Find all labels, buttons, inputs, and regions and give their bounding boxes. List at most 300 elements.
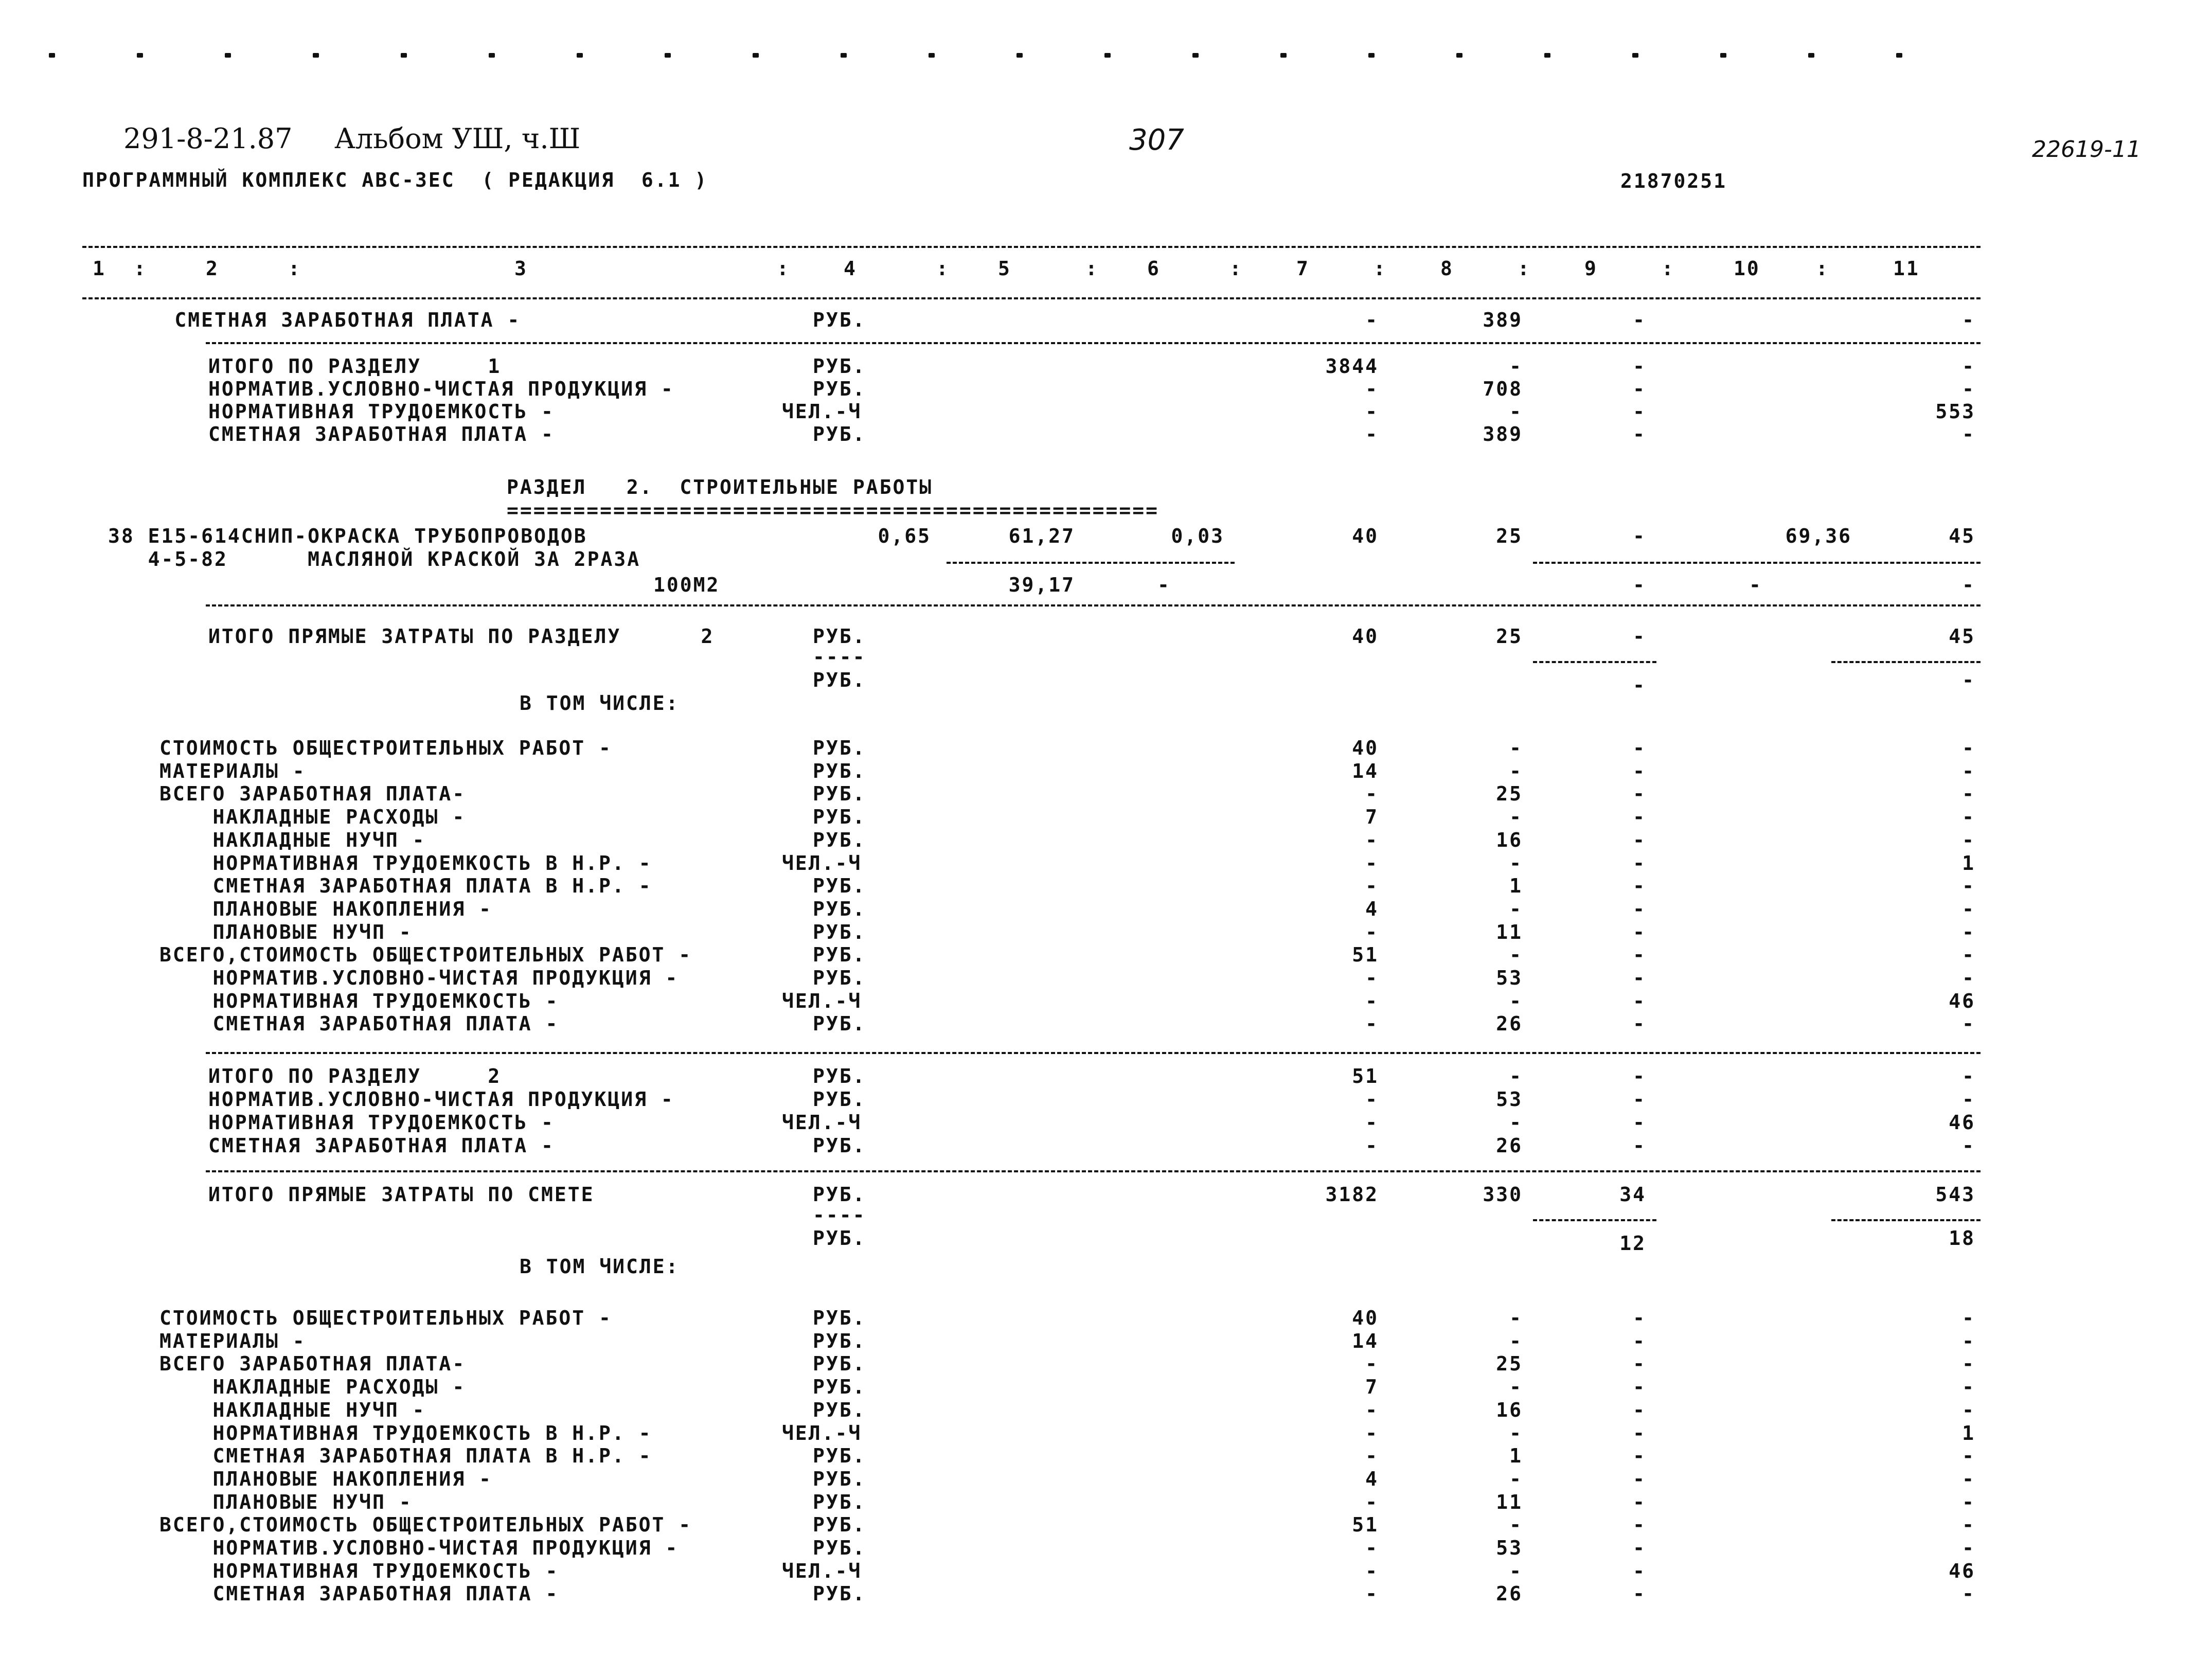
doc-code: 291-8-21.87 <box>123 122 293 155</box>
section2-total-c7: - <box>1365 1088 1379 1111</box>
section2-breakdown-label: НОРМАТИВ.УСЛОВНО-ЧИСТАЯ ПРОДУКЦИЯ - <box>159 967 679 989</box>
perforation-dot <box>929 53 935 58</box>
column-header-10: 10 <box>1734 257 1760 280</box>
item-c5b: 39,17 <box>1008 574 1075 596</box>
section2-breakdown-label: СТОИМОСТЬ ОБЩЕСТРОИТЕЛЬНЫХ РАБОТ - <box>159 737 612 759</box>
perforation-dot <box>1280 53 1287 58</box>
row-label: СМЕТНАЯ ЗАРАБОТНАЯ ПЛАТА - <box>208 423 555 445</box>
header-bottom-rule <box>82 297 1981 299</box>
item-c11b: - <box>1962 574 1975 596</box>
estimate-breakdown-c9: - <box>1633 1582 1646 1605</box>
column-separator: : <box>288 257 301 280</box>
row-c9: - <box>1633 400 1646 423</box>
column-header-4: 4 <box>844 257 857 280</box>
section2-total-label: ИТОГО ПО РАЗДЕЛУ 2 <box>208 1065 502 1087</box>
estimate-breakdown-unit: ЧЕЛ.-Ч <box>782 1559 862 1582</box>
section2-total-unit: РУБ. <box>813 1134 866 1157</box>
section2-total-unit: ЧЕЛ.-Ч <box>782 1111 862 1134</box>
perforation-dot <box>577 53 583 58</box>
estimate-breakdown-c11: - <box>1962 1307 1975 1329</box>
section2-breakdown-label: СМЕТНАЯ ЗАРАБОТНАЯ ПЛАТА - <box>159 1012 559 1036</box>
dashed-rule <box>206 1052 1981 1054</box>
column-header-7: 7 <box>1296 257 1310 280</box>
section2-breakdown-c11: - <box>1962 782 1975 806</box>
section2-total-label: СМЕТНАЯ ЗАРАБОТНАЯ ПЛАТА - <box>208 1134 555 1157</box>
estimate-direct-label: ИТОГО ПРЯМЫЕ ЗАТРАТЫ ПО СМЕТЕ <box>208 1183 595 1206</box>
perforation-dot <box>1808 53 1814 58</box>
section2-total-c7: 51 <box>1352 1065 1379 1087</box>
item-c9: - <box>1633 525 1646 547</box>
section2-total-c9: - <box>1633 1088 1646 1111</box>
estimate-breakdown-label: МАТЕРИАЛЫ - <box>159 1329 306 1352</box>
estimate-breakdown-label: НОРМАТИВНАЯ ТРУДОЕМКОСТЬ В Н.Р. - <box>159 1421 652 1444</box>
perforation-dot <box>49 53 55 58</box>
section2-breakdown-c11: - <box>1962 828 1975 851</box>
section2-breakdown-c11: 46 <box>1949 989 1975 1012</box>
row-c8: - <box>1509 355 1523 378</box>
perforation-dot <box>401 53 407 58</box>
estimate-breakdown-c7: - <box>1365 1559 1379 1582</box>
section2-total-unit: РУБ. <box>813 1065 866 1087</box>
item-c5: 61,27 <box>1008 525 1075 547</box>
section2-breakdown-c7: 4 <box>1365 897 1379 920</box>
estimate-breakdown-c11: - <box>1962 1352 1975 1376</box>
column-separator: : <box>1518 257 1531 280</box>
estimate-breakdown-c8: - <box>1509 1376 1523 1399</box>
section2-breakdown-unit: РУБ. <box>813 806 866 829</box>
section2-breakdown-c11: - <box>1962 737 1975 759</box>
section2-breakdown-label: НАКЛАДНЫЕ НУЧП - <box>159 828 426 851</box>
section2-direct-unit-sep: ---- <box>813 646 866 668</box>
perforation-dot <box>1632 53 1638 58</box>
column-separator: : <box>1085 257 1099 280</box>
item-unit: 100М2 <box>653 574 720 596</box>
column-separator: : <box>1229 257 1243 280</box>
dashed-rule <box>1533 562 1981 564</box>
estimate-breakdown-label: СТОИМОСТЬ ОБЩЕСТРОИТЕЛЬНЫХ РАБОТ - <box>159 1307 612 1329</box>
section2-breakdown-c8: 53 <box>1496 967 1523 989</box>
estimate-breakdown-unit: РУБ. <box>813 1582 866 1605</box>
item-c9b: - <box>1633 574 1646 596</box>
column-separator: : <box>1373 257 1387 280</box>
section2-total-c9: - <box>1633 1134 1646 1157</box>
section2-breakdown-unit: РУБ. <box>813 943 866 967</box>
perforation-dot <box>841 53 847 58</box>
perforation-dot <box>489 53 495 58</box>
column-separator: : <box>134 257 147 280</box>
section-title: РАЗДЕЛ 2. СТРОИТЕЛЬНЫЕ РАБОТЫ <box>507 476 933 498</box>
column-header-8: 8 <box>1440 257 1454 280</box>
dashed-rule <box>206 604 1981 606</box>
estimate-breakdown-label: ВСЕГО,СТОИМОСТЬ ОБЩЕСТРОИТЕЛЬНЫХ РАБОТ - <box>159 1513 692 1537</box>
perforation-dot <box>1104 53 1111 58</box>
row-c9: - <box>1633 309 1646 331</box>
estimate-breakdown-unit: ЧЕЛ.-Ч <box>782 1421 862 1444</box>
section2-breakdown-c7: - <box>1365 828 1379 851</box>
estimate-direct-c11b: 18 <box>1949 1227 1975 1250</box>
row-c9: - <box>1633 423 1646 445</box>
section2-breakdown-c7: 14 <box>1352 759 1379 782</box>
estimate-direct-c9: 34 <box>1619 1183 1646 1206</box>
column-separator: : <box>936 257 950 280</box>
estimate-breakdown-c11: - <box>1962 1537 1975 1559</box>
section2-breakdown-c7: 40 <box>1352 737 1379 759</box>
section2-breakdown-c8: - <box>1509 806 1523 829</box>
section2-direct-label: ИТОГО ПРЯМЫЕ ЗАТРАТЫ ПО РАЗДЕЛУ 2 <box>208 625 715 648</box>
section2-total-c8: 26 <box>1496 1134 1523 1157</box>
section2-breakdown-c7: 51 <box>1352 943 1379 967</box>
section2-total-label: НОРМАТИВ.УСЛОВНО-ЧИСТАЯ ПРОДУКЦИЯ - <box>208 1088 674 1111</box>
section2-total-c7: - <box>1365 1134 1379 1157</box>
section2-breakdown-label: НОРМАТИВНАЯ ТРУДОЕМКОСТЬ В Н.Р. - <box>159 851 652 875</box>
section2-breakdown-unit: РУБ. <box>813 1012 866 1036</box>
estimate-direct-unit-2: РУБ. <box>813 1227 866 1250</box>
estimate-breakdown-label: ВСЕГО ЗАРАБОТНАЯ ПЛАТА- <box>159 1352 466 1376</box>
document-id: 21870251 <box>1620 170 1727 192</box>
section2-breakdown-c11: - <box>1962 806 1975 829</box>
estimate-breakdown-c11: - <box>1962 1398 1975 1421</box>
section2-breakdown-unit: ЧЕЛ.-Ч <box>782 851 862 875</box>
estimate-breakdown-unit: РУБ. <box>813 1537 866 1559</box>
estimate-breakdown-c7: 4 <box>1365 1467 1379 1490</box>
row-c7: - <box>1365 309 1379 331</box>
section2-breakdown-c11: - <box>1962 759 1975 782</box>
section2-breakdown-label: МАТЕРИАЛЫ - <box>159 759 306 782</box>
estimate-breakdown-c11: - <box>1962 1444 1975 1468</box>
section2-direct-c7: 40 <box>1352 625 1379 648</box>
section2-breakdown-c11: - <box>1962 875 1975 898</box>
section2-breakdown-c8: - <box>1509 943 1523 967</box>
estimate-direct-c9b: 12 <box>1619 1232 1646 1255</box>
estimate-breakdown-c11: - <box>1962 1582 1975 1605</box>
section2-total-c11: 46 <box>1949 1111 1975 1134</box>
section2-breakdown-c7: - <box>1365 989 1379 1012</box>
column-header-1: 1 <box>93 257 106 280</box>
section2-breakdown-c11: - <box>1962 897 1975 920</box>
item-c6: 0,03 <box>1171 525 1224 547</box>
estimate-breakdown-c9: - <box>1633 1307 1646 1329</box>
estimate-breakdown-c7: - <box>1365 1352 1379 1376</box>
perforation-dot <box>225 53 231 58</box>
row-unit: ЧЕЛ.-Ч <box>782 400 862 423</box>
section2-breakdown-c11: - <box>1962 943 1975 967</box>
dashed-rule <box>947 562 1235 564</box>
estimate-direct-unit: РУБ. <box>813 1183 866 1206</box>
row-c7: - <box>1365 423 1379 445</box>
estimate-in-that-number: В ТОМ ЧИСЛЕ: <box>520 1255 680 1278</box>
estimate-breakdown-c8: - <box>1509 1421 1523 1444</box>
section2-breakdown-c9: - <box>1633 851 1646 875</box>
estimate-breakdown-c8: 1 <box>1509 1444 1523 1468</box>
section2-breakdown-c7: - <box>1365 851 1379 875</box>
section2-total-c9: - <box>1633 1111 1646 1134</box>
estimate-breakdown-c8: - <box>1509 1329 1523 1352</box>
section2-breakdown-unit: РУБ. <box>813 897 866 920</box>
estimate-breakdown-c9: - <box>1633 1444 1646 1468</box>
section2-breakdown-c11: - <box>1962 920 1975 943</box>
section2-breakdown-c11: - <box>1962 1012 1975 1036</box>
row-c8: - <box>1509 400 1523 423</box>
section2-breakdown-c8: 16 <box>1496 828 1523 851</box>
estimate-breakdown-label: СМЕТНАЯ ЗАРАБОТНАЯ ПЛАТА В Н.Р. - <box>159 1444 652 1468</box>
perforation-dot <box>665 53 671 58</box>
section2-breakdown-c9: - <box>1633 897 1646 920</box>
estimate-breakdown-unit: РУБ. <box>813 1444 866 1468</box>
section2-breakdown-c9: - <box>1633 967 1646 989</box>
section2-breakdown-c7: - <box>1365 782 1379 806</box>
section2-total-label: НОРМАТИВНАЯ ТРУДОЕМКОСТЬ - <box>208 1111 555 1134</box>
estimate-direct-unit-sep: ---- <box>813 1204 866 1226</box>
dashed-rule <box>1831 661 1981 663</box>
section2-breakdown-c11: - <box>1962 967 1975 989</box>
section2-total-c7: - <box>1365 1111 1379 1134</box>
section2-direct-unit: РУБ. <box>813 625 866 648</box>
section2-breakdown-c9: - <box>1633 782 1646 806</box>
estimate-breakdown-c7: - <box>1365 1490 1379 1513</box>
section2-total-c11: - <box>1962 1088 1975 1111</box>
row-label: ИТОГО ПО РАЗДЕЛУ 1 <box>208 355 502 378</box>
column-header-6: 6 <box>1147 257 1161 280</box>
column-separator: : <box>1662 257 1675 280</box>
row-c9: - <box>1633 378 1646 400</box>
item-c6b: - <box>1157 574 1171 596</box>
section2-total-c8: 53 <box>1496 1088 1523 1111</box>
estimate-breakdown-c7: 14 <box>1352 1329 1379 1352</box>
estimate-breakdown-c7: - <box>1365 1444 1379 1468</box>
estimate-breakdown-c7: 51 <box>1352 1513 1379 1537</box>
perforation-dot <box>1720 53 1726 58</box>
section2-breakdown-c8: - <box>1509 737 1523 759</box>
section2-breakdown-c9: - <box>1633 737 1646 759</box>
program-line: ПРОГРАММНЫЙ КОМПЛЕКС АВС-3ЕС ( РЕДАКЦИЯ 6.1 ) <box>82 169 708 191</box>
estimate-breakdown-unit: РУБ. <box>813 1329 866 1352</box>
estimate-breakdown-label: НАКЛАДНЫЕ РАСХОДЫ - <box>159 1376 466 1399</box>
estimate-breakdown-c8: 26 <box>1496 1582 1523 1605</box>
item-c8: 25 <box>1496 525 1523 547</box>
dashed-rule <box>1533 661 1656 663</box>
row-c9: - <box>1633 355 1646 378</box>
row-unit: РУБ. <box>813 378 866 400</box>
estimate-breakdown-c7: 40 <box>1352 1307 1379 1329</box>
dashed-rule <box>1533 1219 1656 1221</box>
column-separator: : <box>777 257 790 280</box>
perforation-dot <box>1016 53 1023 58</box>
column-header-9: 9 <box>1584 257 1598 280</box>
section2-breakdown-unit: РУБ. <box>813 782 866 806</box>
estimate-breakdown-c11: - <box>1962 1467 1975 1490</box>
row-unit: РУБ. <box>813 355 866 378</box>
row-c11: 553 <box>1935 400 1975 423</box>
estimate-breakdown-c7: - <box>1365 1582 1379 1605</box>
section2-total-c9: - <box>1633 1065 1646 1087</box>
section2-breakdown-label: СМЕТНАЯ ЗАРАБОТНАЯ ПЛАТА В Н.Р. - <box>159 875 652 898</box>
estimate-breakdown-label: ПЛАНОВЫЕ НАКОПЛЕНИЯ - <box>159 1467 492 1490</box>
row-unit: РУБ. <box>813 423 866 445</box>
section2-total-c11: - <box>1962 1065 1975 1087</box>
section2-breakdown-unit: РУБ. <box>813 967 866 989</box>
section2-breakdown-c11: 1 <box>1962 851 1975 875</box>
section2-breakdown-c9: - <box>1633 989 1646 1012</box>
section2-breakdown-c9: - <box>1633 875 1646 898</box>
table-top-rule <box>82 246 1981 248</box>
section2-breakdown-c9: - <box>1633 943 1646 967</box>
estimate-breakdown-c8: 11 <box>1496 1490 1523 1513</box>
section2-breakdown-label: ПЛАНОВЫЕ НУЧП - <box>159 920 413 943</box>
estimate-breakdown-unit: РУБ. <box>813 1490 866 1513</box>
section2-breakdown-c8: 11 <box>1496 920 1523 943</box>
estimate-breakdown-c7: - <box>1365 1537 1379 1559</box>
section2-breakdown-c8: 1 <box>1509 875 1523 898</box>
perforation-dot <box>1544 53 1550 58</box>
estimate-breakdown-c11: - <box>1962 1376 1975 1399</box>
estimate-breakdown-c7: 7 <box>1365 1376 1379 1399</box>
row-c11: - <box>1962 355 1975 378</box>
section2-breakdown-label: ПЛАНОВЫЕ НАКОПЛЕНИЯ - <box>159 897 492 920</box>
item-line-1: 38 Е15-614СНИП-ОКРАСКА ТРУБОПРОВОДОВ <box>108 525 587 547</box>
perforation-dot <box>313 53 319 58</box>
estimate-breakdown-c8: - <box>1509 1307 1523 1329</box>
section2-total-unit: РУБ. <box>813 1088 866 1111</box>
section2-breakdown-label: НОРМАТИВНАЯ ТРУДОЕМКОСТЬ - <box>159 989 559 1012</box>
item-c11: 45 <box>1949 525 1975 547</box>
section2-direct-c11: 45 <box>1949 625 1975 648</box>
section2-breakdown-c8: - <box>1509 851 1523 875</box>
estimate-breakdown-c8: 53 <box>1496 1537 1523 1559</box>
in-that-number-label: В ТОМ ЧИСЛЕ: <box>520 692 680 715</box>
estimate-breakdown-label: СМЕТНАЯ ЗАРАБОТНАЯ ПЛАТА - <box>159 1582 559 1605</box>
section2-breakdown-c9: - <box>1633 920 1646 943</box>
column-header-3: 3 <box>514 257 528 280</box>
estimate-breakdown-c8: - <box>1509 1513 1523 1537</box>
row-label: СМЕТНАЯ ЗАРАБОТНАЯ ПЛАТА - <box>108 309 521 331</box>
row-c8: 708 <box>1483 378 1523 400</box>
section2-breakdown-c7: 7 <box>1365 806 1379 829</box>
estimate-breakdown-c9: - <box>1633 1513 1646 1537</box>
section2-total-c11: - <box>1962 1134 1975 1157</box>
perforation-dot <box>1456 53 1462 58</box>
row-label: НОРМАТИВ.УСЛОВНО-ЧИСТАЯ ПРОДУКЦИЯ - <box>208 378 674 400</box>
estimate-breakdown-c8: - <box>1509 1559 1523 1582</box>
row-c11: - <box>1962 378 1975 400</box>
row-c7: - <box>1365 378 1379 400</box>
item-c4: 0,65 <box>878 525 931 547</box>
perforation-dot <box>137 53 143 58</box>
section2-breakdown-unit: РУБ. <box>813 759 866 782</box>
estimate-breakdown-c8: 16 <box>1496 1398 1523 1421</box>
estimate-breakdown-unit: РУБ. <box>813 1307 866 1329</box>
section2-direct-c9b: - <box>1633 674 1646 697</box>
estimate-breakdown-c11: - <box>1962 1490 1975 1513</box>
item-c7: 40 <box>1352 525 1379 547</box>
estimate-breakdown-c9: - <box>1633 1421 1646 1444</box>
estimate-breakdown-label: ПЛАНОВЫЕ НУЧП - <box>159 1490 413 1513</box>
section2-breakdown-label: ВСЕГО,СТОИМОСТЬ ОБЩЕСТРОИТЕЛЬНЫХ РАБОТ - <box>159 943 692 967</box>
row-label: НОРМАТИВНАЯ ТРУДОЕМКОСТЬ - <box>208 400 555 423</box>
section2-breakdown-c8: 26 <box>1496 1012 1523 1036</box>
section2-breakdown-c8: - <box>1509 759 1523 782</box>
section2-breakdown-c7: - <box>1365 920 1379 943</box>
section-underline: ================================================= <box>507 499 1159 522</box>
estimate-breakdown-unit: РУБ. <box>813 1398 866 1421</box>
row-unit: РУБ. <box>813 309 866 331</box>
estimate-breakdown-unit: РУБ. <box>813 1513 866 1537</box>
estimate-breakdown-c11: 46 <box>1949 1559 1975 1582</box>
section2-breakdown-c9: - <box>1633 806 1646 829</box>
estimate-breakdown-c7: - <box>1365 1421 1379 1444</box>
estimate-breakdown-c9: - <box>1633 1352 1646 1376</box>
dashed-rule <box>206 1170 1981 1172</box>
column-header-5: 5 <box>998 257 1011 280</box>
estimate-breakdown-c9: - <box>1633 1559 1646 1582</box>
estimate-breakdown-c9: - <box>1633 1398 1646 1421</box>
estimate-breakdown-c7: - <box>1365 1398 1379 1421</box>
estimate-breakdown-c9: - <box>1633 1467 1646 1490</box>
estimate-breakdown-c9: - <box>1633 1376 1646 1399</box>
section2-breakdown-c8: 25 <box>1496 782 1523 806</box>
section2-breakdown-c7: - <box>1365 875 1379 898</box>
item-line-2: 4-5-82 МАСЛЯНОЙ КРАСКОЙ ЗА 2РАЗА <box>108 548 641 570</box>
estimate-breakdown-c11: 1 <box>1962 1421 1975 1444</box>
estimate-breakdown-c8: - <box>1509 1467 1523 1490</box>
section2-breakdown-unit: РУБ. <box>813 828 866 851</box>
estimate-breakdown-label: НОРМАТИВНАЯ ТРУДОЕМКОСТЬ - <box>159 1559 559 1582</box>
perforation-dot <box>1896 53 1902 58</box>
estimate-breakdown-unit: РУБ. <box>813 1376 866 1399</box>
item-c10: 69,36 <box>1785 525 1852 547</box>
estimate-breakdown-c9: - <box>1633 1537 1646 1559</box>
section2-breakdown-c8: - <box>1509 989 1523 1012</box>
section2-breakdown-unit: РУБ. <box>813 737 866 759</box>
row-c8: 389 <box>1483 309 1523 331</box>
section2-direct-unit-2: РУБ. <box>813 669 866 691</box>
column-header-2: 2 <box>206 257 219 280</box>
estimate-direct-c8: 330 <box>1483 1183 1523 1206</box>
row-c8: 389 <box>1483 423 1523 445</box>
estimate-breakdown-label: НОРМАТИВ.УСЛОВНО-ЧИСТАЯ ПРОДУКЦИЯ - <box>159 1537 679 1559</box>
section2-breakdown-label: ВСЕГО ЗАРАБОТНАЯ ПЛАТА- <box>159 782 466 806</box>
estimate-breakdown-c8: 25 <box>1496 1352 1523 1376</box>
section2-direct-c9: - <box>1633 625 1646 648</box>
row-c7: 3844 <box>1325 355 1379 378</box>
column-separator: : <box>1816 257 1829 280</box>
section2-breakdown-c9: - <box>1633 759 1646 782</box>
perforation-dot <box>753 53 759 58</box>
section2-breakdown-c7: - <box>1365 967 1379 989</box>
column-header-11: 11 <box>1893 257 1920 280</box>
estimate-direct-c11: 543 <box>1935 1183 1975 1206</box>
item-c10b: - <box>1749 574 1762 596</box>
estimate-breakdown-unit: РУБ. <box>813 1467 866 1490</box>
section2-breakdown-unit: РУБ. <box>813 875 866 898</box>
section2-direct-c11b: - <box>1962 669 1975 691</box>
dashed-rule <box>1831 1219 1981 1221</box>
section2-breakdown-c9: - <box>1633 1012 1646 1036</box>
estimate-direct-c7: 3182 <box>1325 1183 1379 1206</box>
perforation-dot <box>1192 53 1199 58</box>
section2-breakdown-c9: - <box>1633 828 1646 851</box>
section2-breakdown-c7: - <box>1365 1012 1379 1036</box>
handwritten-reference: 22619-11 <box>2032 136 2141 163</box>
estimate-breakdown-unit: РУБ. <box>813 1352 866 1376</box>
section2-breakdown-label: НАКЛАДНЫЕ РАСХОДЫ - <box>159 806 466 829</box>
row-c11: - <box>1962 423 1975 445</box>
estimate-breakdown-c9: - <box>1633 1490 1646 1513</box>
estimate-breakdown-c11: - <box>1962 1513 1975 1537</box>
estimate-breakdown-c9: - <box>1633 1329 1646 1352</box>
row-c7: - <box>1365 400 1379 423</box>
estimate-breakdown-c11: - <box>1962 1329 1975 1352</box>
section2-total-c8: - <box>1509 1111 1523 1134</box>
